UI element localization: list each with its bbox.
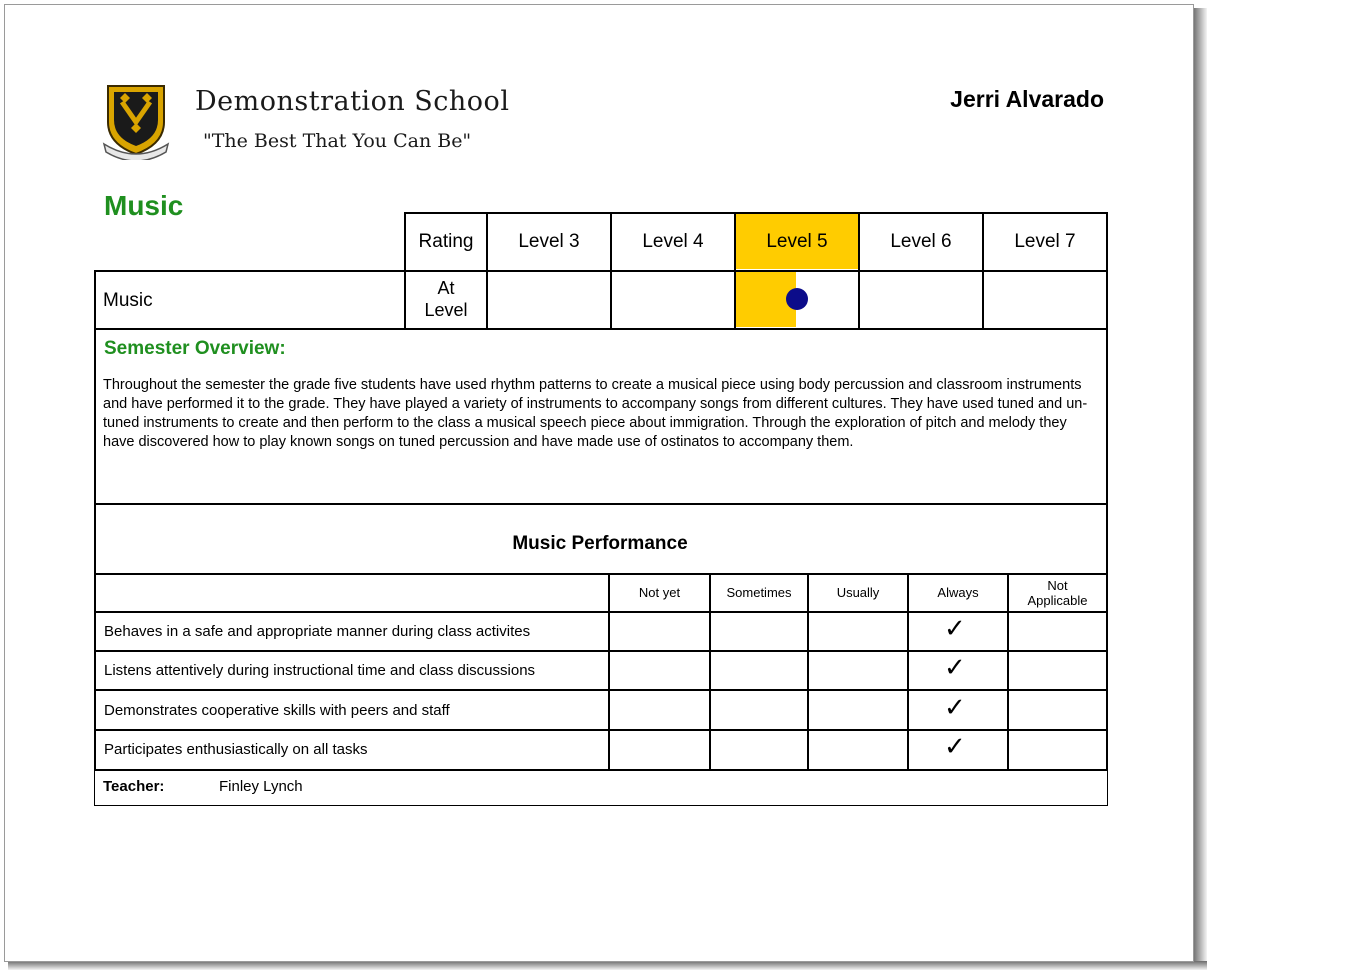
col-divider-1 bbox=[608, 573, 610, 771]
level-6-header: Level 6 bbox=[890, 231, 952, 252]
school-name: Demonstration School bbox=[195, 86, 510, 117]
col-divider-4 bbox=[907, 573, 909, 771]
col-header-sometimes: Sometimes bbox=[726, 585, 792, 600]
page-shadow-bottom bbox=[8, 961, 1207, 970]
subject-title: Music bbox=[104, 190, 184, 221]
criterion-1: Behaves in a safe and appropriate manner during class activites bbox=[104, 623, 531, 640]
col-header-not-applicable-line1: Not bbox=[1047, 578, 1068, 593]
rating-value-line2: Level bbox=[424, 300, 468, 320]
achievement-marker bbox=[786, 288, 808, 310]
col-header-not-yet: Not yet bbox=[638, 585, 681, 600]
col-header-always: Always bbox=[937, 585, 979, 600]
overview-text: Throughout the semester the grade five students have used rhythm patterns to create a musical piece using body percussion and classroom instruments and have performed it to the grade. They have played a variety of instruments to accompany songs from different cultures. They have used tuned and un-tuned instruments to create and then perform to the class a musical speech piece about immigration. Through the exploration of pitch and melody they have discovered how to play known songs on tuned percussion and have made use of ostinatos to accompany them. bbox=[103, 377, 1088, 450]
level-3-cell bbox=[486, 270, 612, 330]
criterion-2: Listens attentively during instructional time and class discussions bbox=[104, 662, 536, 679]
col-header-usually: Usually bbox=[836, 585, 880, 600]
criterion-3: Demonstrates cooperative skills with peers and staff bbox=[104, 702, 450, 719]
student-name: Jerri Alvarado bbox=[950, 86, 1104, 112]
level-4-header: Level 4 bbox=[642, 231, 704, 252]
school-motto: "The Best That You Can Be" bbox=[203, 130, 472, 152]
performance-title: Music Performance bbox=[512, 533, 688, 554]
level-7-header: Level 7 bbox=[1014, 231, 1076, 252]
school-crest-logo bbox=[100, 82, 172, 160]
criterion-4: Participates enthusiastically on all tasks bbox=[104, 741, 368, 758]
check-mark-icon: ✓ bbox=[944, 614, 966, 644]
subject-row-label: Music bbox=[103, 290, 153, 311]
rating-value-line1: At bbox=[437, 278, 455, 298]
level-6-cell bbox=[858, 270, 984, 330]
level-7-cell bbox=[982, 270, 1108, 330]
col-divider-3 bbox=[807, 573, 809, 771]
teacher-label: Teacher: bbox=[103, 778, 165, 795]
level-4-cell bbox=[610, 270, 736, 330]
col-header-not-applicable-line2: Applicable bbox=[1027, 593, 1088, 608]
check-mark-icon: ✓ bbox=[944, 653, 966, 683]
rating-header: Rating bbox=[418, 231, 474, 252]
check-mark-icon: ✓ bbox=[944, 693, 966, 723]
page-shadow-right bbox=[1193, 8, 1207, 968]
level-5-header: Level 5 bbox=[766, 231, 828, 252]
level-3-header: Level 3 bbox=[518, 231, 580, 252]
check-mark-icon: ✓ bbox=[944, 732, 966, 762]
overview-heading: Semester Overview: bbox=[104, 338, 286, 359]
teacher-name: Finley Lynch bbox=[219, 778, 303, 795]
col-divider-2 bbox=[709, 573, 711, 771]
